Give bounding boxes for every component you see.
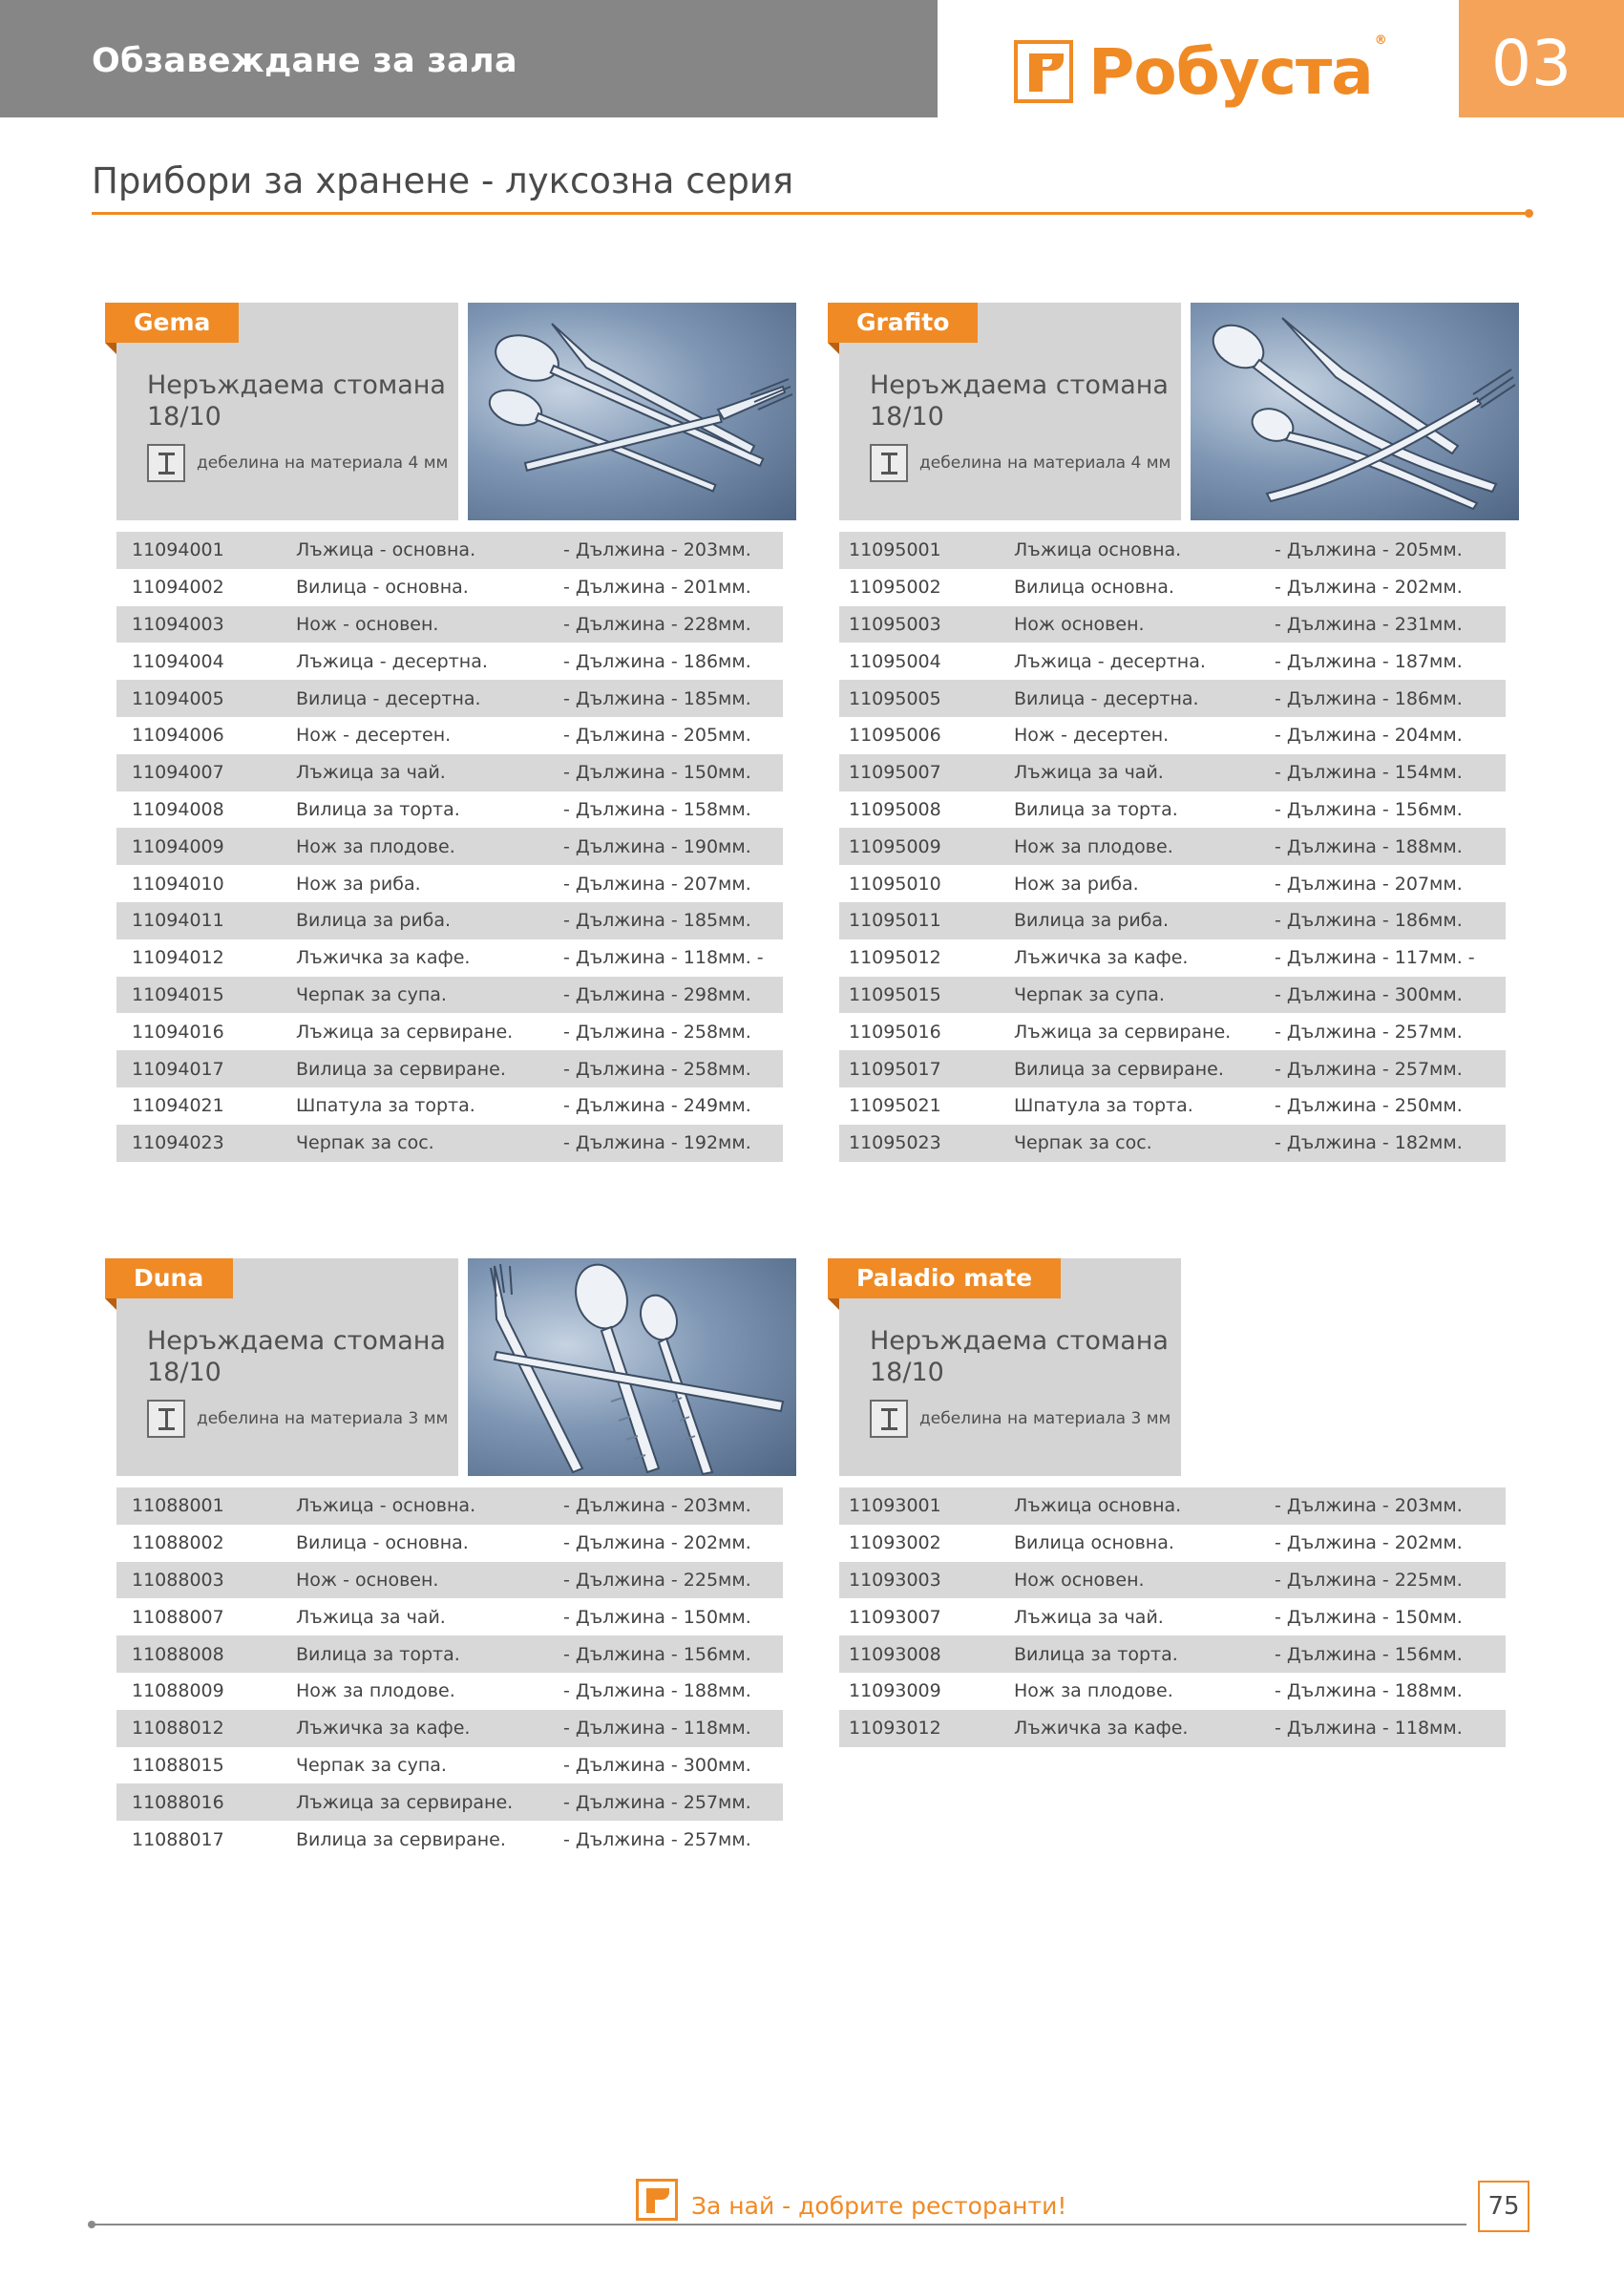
item-length: - Дължина - 231мм. — [1275, 606, 1506, 643]
table-row — [116, 977, 783, 1014]
item-name: Нож за риба. — [296, 873, 421, 895]
thickness-icon — [870, 1400, 908, 1438]
item-name: Лъжичка за кафе. — [296, 1710, 563, 1747]
item-name: Лъжица за чай. — [296, 1606, 446, 1628]
thickness-label: дебелина на материала 4 мм — [919, 453, 1171, 473]
item-name: Нож основен. — [1014, 1562, 1275, 1599]
item-code: 11088003 — [116, 1562, 296, 1599]
item-code: 11088001 — [116, 1487, 296, 1525]
item-length: - Дължина - 204мм. — [1275, 725, 1463, 747]
item-length: - Дължина - 300мм. — [1275, 977, 1506, 1014]
table-row — [116, 1525, 783, 1562]
item-length: - Дължина - 257мм. — [563, 1783, 783, 1821]
item-code: 11095010 — [849, 873, 941, 895]
item-name: Лъжица - десертна. — [1014, 650, 1206, 672]
item-name: Лъжица основна. — [1014, 1487, 1275, 1525]
table-row — [116, 1747, 783, 1784]
table-row — [839, 717, 1506, 754]
tag-fold — [828, 1298, 839, 1310]
item-code: 11093008 — [839, 1635, 1014, 1673]
cutlery-photo — [468, 303, 796, 520]
item-code: 11088007 — [132, 1606, 224, 1628]
item-code: 11094002 — [132, 577, 224, 599]
item-name: Лъжица за сервиране. — [296, 1021, 514, 1043]
item-name: Лъжичка за кафе. — [296, 947, 471, 969]
item-name: Вилица за риба. — [296, 902, 563, 939]
thickness-label: дебелина на материала 3 мм — [197, 1409, 449, 1428]
item-code: 11093009 — [849, 1680, 941, 1702]
item-length: - Дължина - 188мм. — [563, 1680, 751, 1702]
item-code: 11094015 — [116, 977, 296, 1014]
table-row — [116, 643, 783, 680]
item-length: - Дължина - 117мм. - — [1275, 947, 1475, 969]
item-length: - Дължина - 202мм. — [563, 1532, 751, 1554]
item-name: Вилица - основна. — [296, 1532, 469, 1554]
item-length: - Дължина - 156мм. — [1275, 1635, 1506, 1673]
table-row — [839, 1525, 1506, 1562]
item-name: Нож - десертен. — [1014, 725, 1170, 747]
brand-mark-icon — [1014, 40, 1073, 103]
item-length: - Дължина - 158мм. — [563, 798, 751, 820]
table-row — [116, 1013, 783, 1050]
item-code: 11088015 — [132, 1754, 224, 1776]
item-length: - Дължина - 150мм. — [563, 1606, 751, 1628]
item-name: Вилица за сервиране. — [296, 1828, 506, 1850]
item-code: 11095015 — [839, 977, 1014, 1014]
item-name: Черпак за супа. — [1014, 977, 1275, 1014]
thickness-icon — [147, 444, 185, 482]
item-code: 11094012 — [132, 947, 224, 969]
thickness-icon — [147, 1400, 185, 1438]
item-name: Лъжица за сервиране. — [1014, 1021, 1232, 1043]
material-line2: 18/10 — [870, 402, 944, 432]
table-row — [839, 1125, 1506, 1162]
item-name: Черпак за сос. — [1014, 1125, 1275, 1162]
page-title: Прибори за хранене - луксозна серия — [92, 160, 794, 201]
table-row — [839, 865, 1506, 902]
product-name-tag: Grafito — [828, 303, 978, 343]
table-row — [839, 977, 1506, 1014]
material-text — [147, 369, 446, 432]
item-code: 11094016 — [132, 1021, 224, 1043]
page-number: 75 — [1478, 2181, 1529, 2232]
table-row — [116, 1821, 783, 1858]
item-code: 11094001 — [116, 532, 296, 569]
table-row — [839, 606, 1506, 643]
table-row — [116, 532, 783, 569]
table-row — [116, 865, 783, 902]
item-name: Шпатула за торта. — [296, 1095, 475, 1117]
table-row — [839, 1087, 1506, 1125]
cutlery-photo — [1191, 303, 1519, 520]
item-code: 11093001 — [839, 1487, 1014, 1525]
table-row — [839, 1673, 1506, 1710]
table-row — [116, 939, 783, 977]
item-code: 11094009 — [116, 828, 296, 865]
table-row — [839, 1710, 1506, 1747]
items-table — [839, 1487, 1506, 1747]
item-length: - Дължина - 300мм. — [563, 1754, 751, 1776]
item-name: Вилица - основна. — [296, 577, 469, 599]
item-name: Вилица за риба. — [1014, 902, 1275, 939]
item-name: Вилица за сервиране. — [296, 1050, 563, 1087]
table-row — [116, 1050, 783, 1087]
item-length: - Дължина - 257мм. — [1275, 1050, 1506, 1087]
item-code: 11094003 — [116, 606, 296, 643]
item-code: 11095005 — [839, 680, 1014, 717]
item-code: 11094021 — [132, 1095, 224, 1117]
item-length: - Дължина - 258мм. — [563, 1050, 783, 1087]
item-name: Лъжица - основна. — [296, 532, 563, 569]
table-row — [116, 1598, 783, 1635]
item-code: 11088012 — [116, 1710, 296, 1747]
item-length: - Дължина - 185мм. — [563, 902, 783, 939]
cutlery-photo — [468, 1258, 796, 1476]
table-row — [116, 1710, 783, 1747]
item-name: Черпак за сос. — [296, 1125, 563, 1162]
items-table — [839, 532, 1506, 1162]
item-name: Вилица за торта. — [1014, 1635, 1275, 1673]
table-row — [116, 1087, 783, 1125]
item-length: - Дължина - 187мм. — [1275, 650, 1463, 672]
item-length: - Дължина - 156мм. — [563, 1635, 783, 1673]
tag-fold — [105, 343, 116, 354]
item-length: - Дължина - 207мм. — [1275, 873, 1463, 895]
table-row — [839, 1013, 1506, 1050]
product-name-tag: Gema — [105, 303, 239, 343]
item-name: Нож основен. — [1014, 606, 1275, 643]
table-row — [116, 1562, 783, 1599]
tag-fold — [828, 343, 839, 354]
table-row — [839, 791, 1506, 829]
table-row — [116, 902, 783, 939]
item-name: Лъжичка за кафе. — [1014, 1710, 1275, 1747]
table-row — [116, 1487, 783, 1525]
item-code: 11095008 — [849, 798, 941, 820]
item-length: - Дължина - 203мм. — [563, 532, 783, 569]
item-code: 11095002 — [849, 577, 941, 599]
material-line2: 18/10 — [147, 402, 221, 432]
item-length: - Дължина - 156мм. — [1275, 798, 1463, 820]
table-row — [839, 828, 1506, 865]
footer-logo-icon — [636, 2179, 678, 2221]
item-code: 11094007 — [116, 754, 296, 791]
tag-fold — [105, 1298, 116, 1310]
item-length: - Дължина - 188мм. — [1275, 1680, 1463, 1702]
item-code: 11094017 — [116, 1050, 296, 1087]
item-code: 11088017 — [132, 1828, 224, 1850]
table-row — [839, 532, 1506, 569]
table-row — [839, 939, 1506, 977]
footer-divider — [92, 2224, 1466, 2225]
table-row — [116, 1783, 783, 1821]
item-length: - Дължина - 186мм. — [563, 650, 751, 672]
item-name: Лъжичка за кафе. — [1014, 947, 1189, 969]
item-code: 11095001 — [839, 532, 1014, 569]
item-code: 11088016 — [116, 1783, 296, 1821]
item-name: Лъжица за чай. — [296, 754, 563, 791]
item-code: 11093007 — [849, 1606, 941, 1628]
item-length: - Дължина - 257мм. — [1275, 1021, 1463, 1043]
item-code: 11095021 — [849, 1095, 941, 1117]
item-code: 11095011 — [839, 902, 1014, 939]
registered-mark: ® — [1374, 32, 1386, 48]
item-code: 11093002 — [849, 1532, 941, 1554]
item-length: - Дължина - 192мм. — [563, 1125, 783, 1162]
table-row — [116, 569, 783, 606]
table-row — [839, 680, 1506, 717]
table-row — [839, 1562, 1506, 1599]
item-name: Лъжица за чай. — [1014, 1606, 1164, 1628]
table-row — [116, 791, 783, 829]
item-code: 11094005 — [116, 680, 296, 717]
item-length: - Дължина - 258мм. — [563, 1021, 751, 1043]
footer-slogan: За най - добрите ресторанти! — [691, 2192, 1067, 2220]
item-length: - Дължина - 185мм. — [563, 680, 783, 717]
items-table — [116, 532, 783, 1162]
item-length: - Дължина - 250мм. — [1275, 1095, 1463, 1117]
table-row — [116, 717, 783, 754]
item-length: - Дължина - 249мм. — [563, 1095, 751, 1117]
item-code: 11095012 — [849, 947, 941, 969]
brand-name: Робуста — [1088, 34, 1373, 109]
thickness-info — [147, 444, 448, 482]
item-length: - Дължина - 150мм. — [1275, 1606, 1463, 1628]
table-row — [116, 828, 783, 865]
item-length: - Дължина - 257мм. — [563, 1828, 751, 1850]
item-length: - Дължина - 298мм. — [563, 977, 783, 1014]
item-name: Лъжица - основна. — [296, 1487, 563, 1525]
item-code: 11094004 — [132, 650, 224, 672]
item-length: - Дължина - 225мм. — [563, 1562, 783, 1599]
table-row — [839, 1487, 1506, 1525]
table-row — [116, 1635, 783, 1673]
item-code: 11095003 — [839, 606, 1014, 643]
item-code: 11094023 — [116, 1125, 296, 1162]
material-text — [147, 1325, 446, 1388]
item-length: - Дължина - 225мм. — [1275, 1562, 1506, 1599]
item-code: 11088009 — [132, 1680, 224, 1702]
table-row — [839, 1635, 1506, 1673]
table-row — [839, 643, 1506, 680]
item-length: - Дължина - 188мм. — [1275, 828, 1506, 865]
item-name: Нож - основен. — [296, 606, 563, 643]
material-line1: Неръждаема стомана — [870, 370, 1169, 400]
table-row — [839, 1598, 1506, 1635]
item-code: 11088008 — [116, 1635, 296, 1673]
table-row — [116, 606, 783, 643]
item-name: Нож за плодове. — [296, 828, 563, 865]
item-length: - Дължина - 118мм. — [1275, 1710, 1506, 1747]
item-code: 11095004 — [849, 650, 941, 672]
item-length: - Дължина - 228мм. — [563, 606, 783, 643]
item-code: 11093012 — [839, 1710, 1014, 1747]
thickness-info — [870, 444, 1171, 482]
material-line2: 18/10 — [870, 1358, 944, 1387]
table-row — [116, 1125, 783, 1162]
table-row — [116, 754, 783, 791]
item-name: Нож - десертен. — [296, 725, 452, 747]
item-name: Вилица за торта. — [296, 798, 460, 820]
table-row — [839, 569, 1506, 606]
material-text — [870, 369, 1169, 432]
item-length: - Дължина - 201мм. — [563, 577, 751, 599]
table-row — [839, 754, 1506, 791]
table-row — [839, 1050, 1506, 1087]
chapter-badge — [1459, 0, 1624, 117]
item-length: - Дължина - 207мм. — [563, 873, 751, 895]
item-name: Лъжица за чай. — [1014, 754, 1275, 791]
table-row — [839, 902, 1506, 939]
brand-logo — [1014, 32, 1386, 109]
item-code: 11095023 — [839, 1125, 1014, 1162]
item-length: - Дължина - 150мм. — [563, 754, 783, 791]
chapter-number: 03 — [1491, 27, 1571, 100]
item-code: 11095006 — [849, 725, 941, 747]
title-divider — [92, 212, 1529, 215]
item-name: Черпак за супа. — [296, 1754, 447, 1776]
item-name: Вилица основна. — [1014, 1532, 1174, 1554]
item-name: Лъжица за сервиране. — [296, 1783, 563, 1821]
thickness-label: дебелина на материала 4 мм — [197, 453, 449, 473]
item-length: - Дължина - 182мм. — [1275, 1125, 1506, 1162]
item-length: - Дължина - 186мм. — [1275, 902, 1506, 939]
item-length: - Дължина - 203мм. — [563, 1487, 783, 1525]
thickness-info — [870, 1400, 1171, 1438]
product-name-tag: Paladio mate — [828, 1258, 1061, 1298]
item-code: 11094011 — [116, 902, 296, 939]
item-length: - Дължина - 203мм. — [1275, 1487, 1506, 1525]
thickness-icon — [870, 444, 908, 482]
material-line1: Неръждаема стомана — [870, 1326, 1169, 1356]
item-length: - Дължина - 118мм. - — [563, 947, 764, 969]
item-name: Вилица основна. — [1014, 577, 1174, 599]
item-name: Нож за плодове. — [1014, 1680, 1173, 1702]
item-name: Вилица - десертна. — [296, 680, 563, 717]
item-length: - Дължина - 205мм. — [1275, 532, 1506, 569]
item-code: 11095009 — [839, 828, 1014, 865]
item-code: 11095016 — [849, 1021, 941, 1043]
item-name: Вилица за торта. — [296, 1635, 563, 1673]
item-code: 11094006 — [132, 725, 224, 747]
material-line2: 18/10 — [147, 1358, 221, 1387]
item-length: - Дължина - 202мм. — [1275, 1532, 1463, 1554]
item-name: Шпатула за торта. — [1014, 1095, 1193, 1117]
item-name: Лъжица основна. — [1014, 532, 1275, 569]
item-length: - Дължина - 118мм. — [563, 1710, 783, 1747]
thickness-info — [147, 1400, 448, 1438]
item-length: - Дължина - 205мм. — [563, 725, 751, 747]
material-text — [870, 1325, 1169, 1388]
item-code: 11094010 — [132, 873, 224, 895]
table-row — [116, 680, 783, 717]
item-code: 11095007 — [839, 754, 1014, 791]
item-length: - Дължина - 190мм. — [563, 828, 783, 865]
items-table — [116, 1487, 783, 1858]
item-length: - Дължина - 154мм. — [1275, 754, 1506, 791]
item-name: Вилица - десертна. — [1014, 680, 1275, 717]
item-length: - Дължина - 186мм. — [1275, 680, 1506, 717]
item-name: Черпак за супа. — [296, 977, 563, 1014]
item-code: 11088002 — [132, 1532, 224, 1554]
section-title: Обзавеждане за зала — [92, 42, 517, 80]
item-name: Нож за плодове. — [1014, 828, 1275, 865]
item-name: Вилица за сервиране. — [1014, 1050, 1275, 1087]
product-name-tag: Duna — [105, 1258, 233, 1298]
item-name: Лъжица - десертна. — [296, 650, 488, 672]
item-name: Нож за риба. — [1014, 873, 1139, 895]
table-row — [116, 1673, 783, 1710]
item-code: 11094008 — [132, 798, 224, 820]
material-line1: Неръждаема стомана — [147, 1326, 446, 1356]
material-line1: Неръждаема стомана — [147, 370, 446, 400]
item-name: Вилица за торта. — [1014, 798, 1178, 820]
item-code: 11093003 — [839, 1562, 1014, 1599]
thickness-label: дебелина на материала 3 мм — [919, 1409, 1171, 1428]
item-code: 11095017 — [839, 1050, 1014, 1087]
item-length: - Дължина - 202мм. — [1275, 577, 1463, 599]
item-name: Нож - основен. — [296, 1562, 563, 1599]
item-name: Нож за плодове. — [296, 1680, 455, 1702]
